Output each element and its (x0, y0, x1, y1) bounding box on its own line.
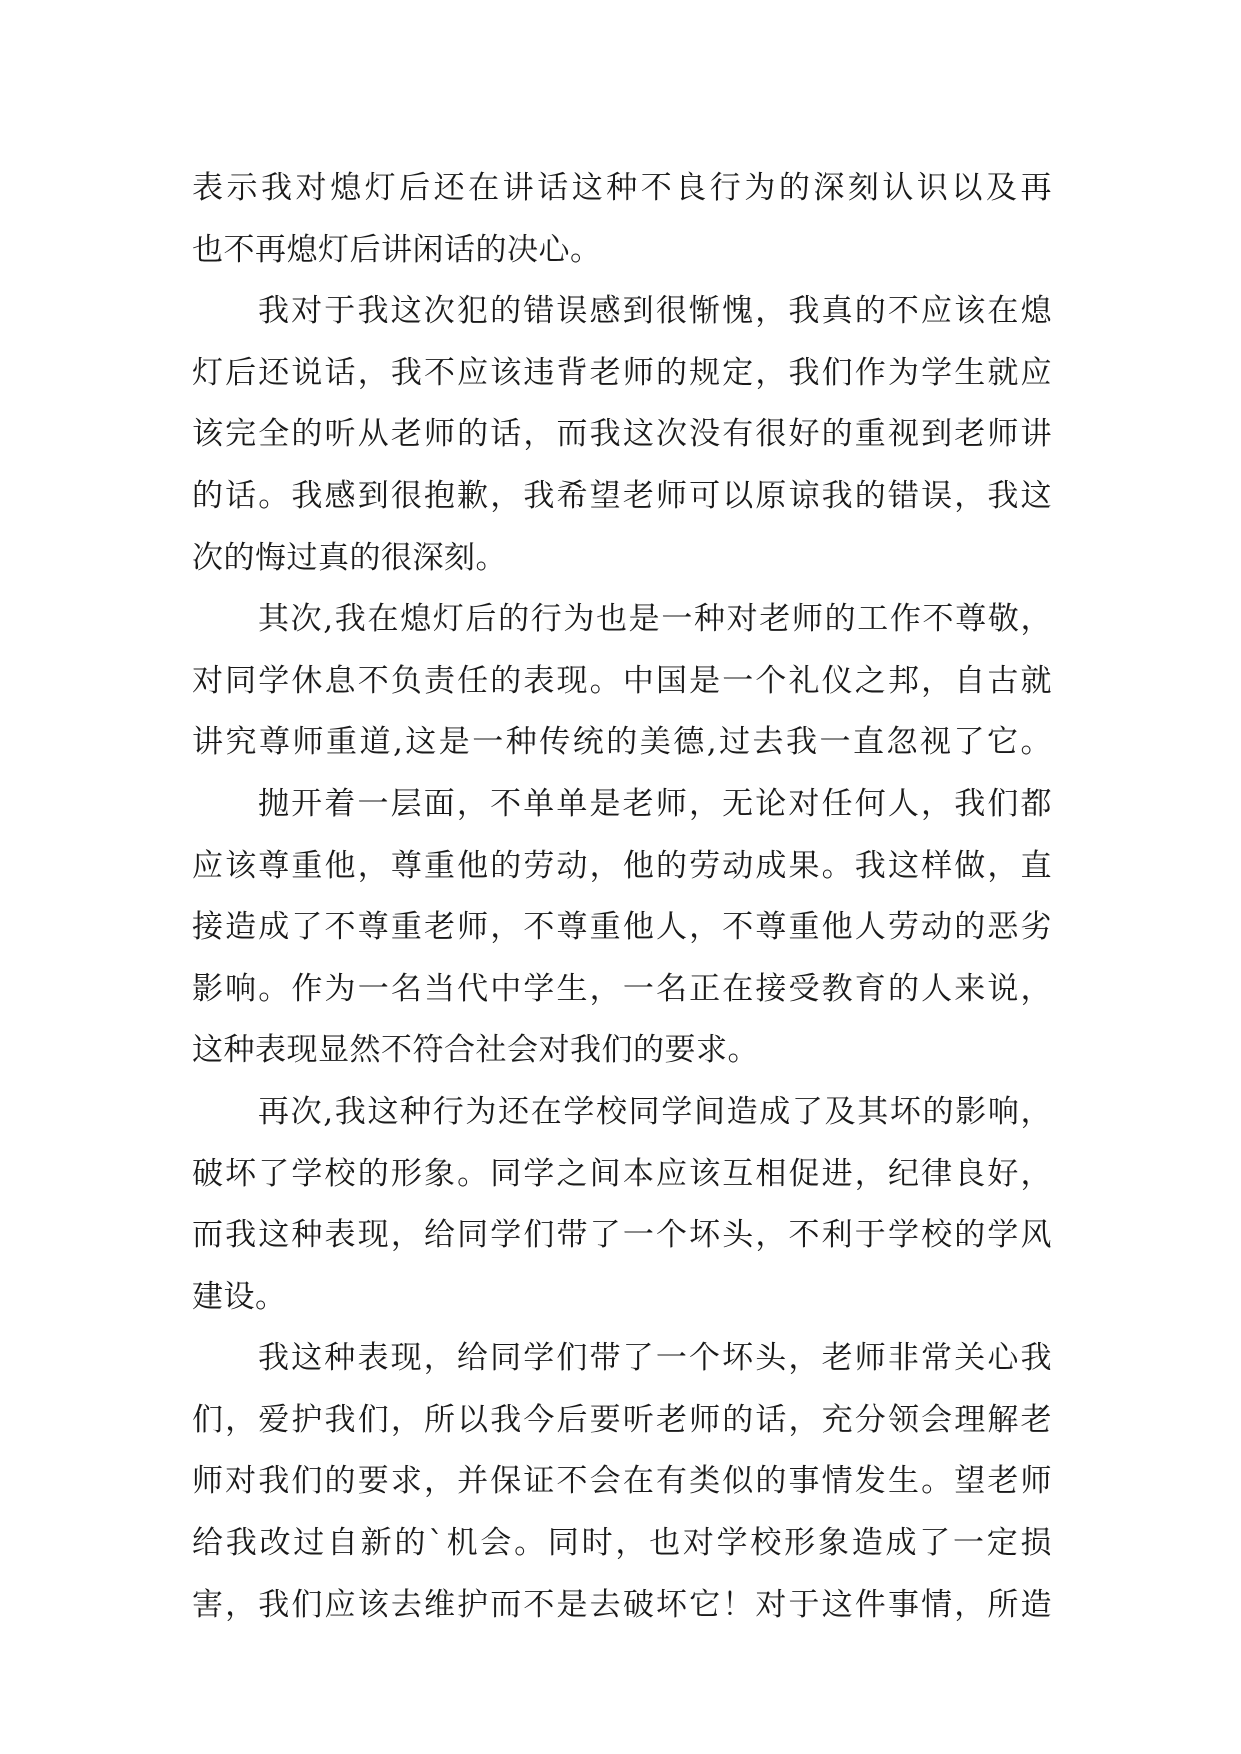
text-line: 我这种表现，给同学们带了一个坏头，老师非常关心我 (258, 1340, 1052, 1377)
text-line: 的话。我感到很抱歉，我希望老师可以原谅我的错误，我这 (192, 477, 1052, 514)
text-line: 这种表现显然不符合社会对我们的要求。 (192, 1032, 759, 1069)
text-line: 表示我对熄灯后还在讲话这种不良行为的深刻认识以及再 (192, 170, 1052, 206)
text-line: 次的悔过真的很深刻。 (192, 539, 507, 576)
text-line: 应该尊重他，尊重他的劳动，他的劳动成果。我这样做，直 (192, 847, 1052, 884)
text-line: 讲究尊师重道,这是一种传统的美德,过去我一直忽视了它。 (192, 724, 1052, 761)
text-line: 该完全的听从老师的话，而我这次没有很好的重视到老师讲 (192, 416, 1052, 453)
text-line: 对同学休息不负责任的表现。中国是一个礼仪之邦，自古就 (192, 662, 1052, 699)
text-line: 们，爱护我们，所以我今后要听老师的话，充分领会理解老 (192, 1401, 1052, 1438)
text-line: 而我这种表现，给同学们带了一个坏头，不利于学校的学风 (192, 1217, 1052, 1254)
text-line: 影响。作为一名当代中学生，一名正在接受教育的人来说， (192, 970, 1052, 1007)
text-line: 再次,我这种行为还在学校同学间造成了及其坏的影响， (258, 1093, 1052, 1130)
text-line: 给我改过自新的`机会。同时，也对学校形象造成了一定损 (192, 1525, 1052, 1562)
text-line: 抛开着一层面，不单单是老师，无论对任何人，我们都 (258, 785, 1052, 822)
text-line: 也不再熄灯后讲闲话的决心。 (192, 231, 602, 268)
text-line: 害，我们应该去维护而不是去破坏它！对于这件事情，所造 (192, 1586, 1052, 1623)
text-line: 师对我们的要求，并保证不会在有类似的事情发生。望老师 (192, 1463, 1052, 1500)
text-line: 我对于我这次犯的错误感到很惭愧，我真的不应该在熄 (258, 293, 1052, 330)
body-text (192, 158, 1052, 1636)
text-line: 建设。 (192, 1278, 287, 1315)
text-line: 灯后还说话，我不应该违背老师的规定，我们作为学生就应 (192, 354, 1052, 391)
text-line: 破坏了学校的形象。同学之间本应该互相促进，纪律良好， (192, 1155, 1052, 1192)
text-line: 接造成了不尊重老师，不尊重他人，不尊重他人劳动的恶劣 (192, 909, 1052, 946)
text-line: 其次,我在熄灯后的行为也是一种对老师的工作不尊敬， (258, 601, 1052, 638)
